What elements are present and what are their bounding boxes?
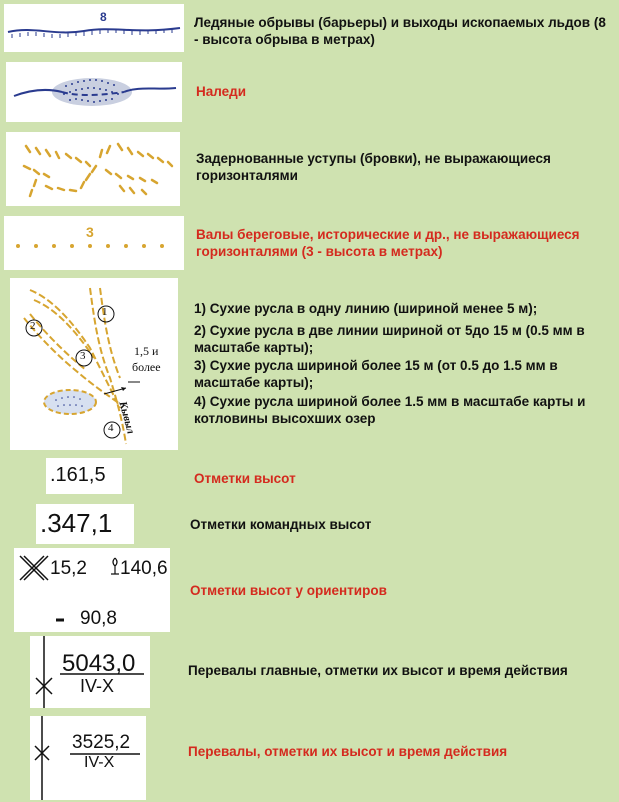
command-height-symbol: [36, 504, 134, 544]
sod-scarp-drawing: [6, 132, 180, 206]
ice-cliff-drawing: [4, 4, 184, 52]
landmark-value-2: 140,6: [120, 558, 168, 579]
channel-label-4: 4: [108, 422, 114, 434]
naledi-description: Наледи: [196, 84, 247, 99]
sod-scarp-symbol: [6, 132, 180, 206]
ice-cliff-description: Ледяные обрывы (барьеры) и выходы ископаемых льдов (8 - высота обрыва в метрах): [194, 15, 606, 47]
channel-label-2: 2: [30, 320, 36, 332]
landmark-elevation-description: Отметки высот у ориентиров: [190, 583, 387, 598]
pass-description: Перевалы, отметки их высот и время действия: [188, 744, 508, 759]
naledi-drawing: [6, 62, 182, 122]
dry-channel-desc-2: 2) Сухие русла в две линии шириной от 5до 15 м (0.5 мм в масштабе карты);: [194, 323, 585, 355]
main-pass-period: IV-X: [80, 676, 115, 696]
channel-width-label-b: более: [132, 360, 161, 374]
rampart-drawing: [4, 216, 184, 270]
elevation-mark-value: .161,5: [50, 464, 106, 486]
rampart-symbol: [4, 216, 184, 270]
pass-symbol: [30, 716, 146, 800]
main-pass-height: 5043,0: [62, 650, 136, 677]
sod-scarp-description: Задернованные уступы (бровки), не выражающиеся горизонталями: [196, 151, 551, 183]
pass-period: IV-X: [84, 754, 115, 771]
elevation-mark-description: Отметки высот: [194, 471, 296, 486]
naledi-symbol: [6, 62, 182, 122]
landmark-elevation-symbol: [14, 548, 170, 632]
ice-cliff-symbol: [4, 4, 184, 52]
pass-height: 3525,2: [72, 732, 131, 753]
dry-channel-desc-4: 4) Сухие русла шириной более 1.5 мм в масштабе карты и котловины высохших озер: [194, 394, 586, 426]
main-pass-symbol: [30, 636, 150, 708]
landmark-value-1: 15,2: [50, 558, 87, 579]
dry-channel-desc-3: 3) Сухие русла шириной более 15 м (от 0.5 до 1.5 мм в масштабе карты);: [194, 358, 558, 390]
rampart-description: Валы береговые, исторические и др., не выражающиеся горизонталями (3 - высота в метрах): [196, 227, 580, 259]
command-height-description: Отметки командных высот: [190, 517, 372, 532]
channel-width-label-a: 1,5 и: [134, 344, 159, 358]
landmark-value-3: 90,8: [80, 608, 117, 629]
ice-cliff-height-label: 8: [100, 10, 107, 24]
elevation-mark-symbol: [46, 458, 122, 494]
rampart-height-label: 3: [86, 224, 94, 240]
dry-channel-symbol: [10, 278, 178, 450]
dry-channel-desc-1: 1) Сухие русла в одну линию (шириной менее 5 м);: [194, 301, 538, 316]
main-pass-description: Перевалы главные, отметки их высот и время действия: [188, 663, 568, 678]
channel-name-label: Кывыл: [116, 400, 137, 436]
command-height-value: .347,1: [40, 508, 113, 538]
channel-label-1: 1: [102, 306, 108, 318]
channel-label-3: 3: [80, 350, 86, 362]
